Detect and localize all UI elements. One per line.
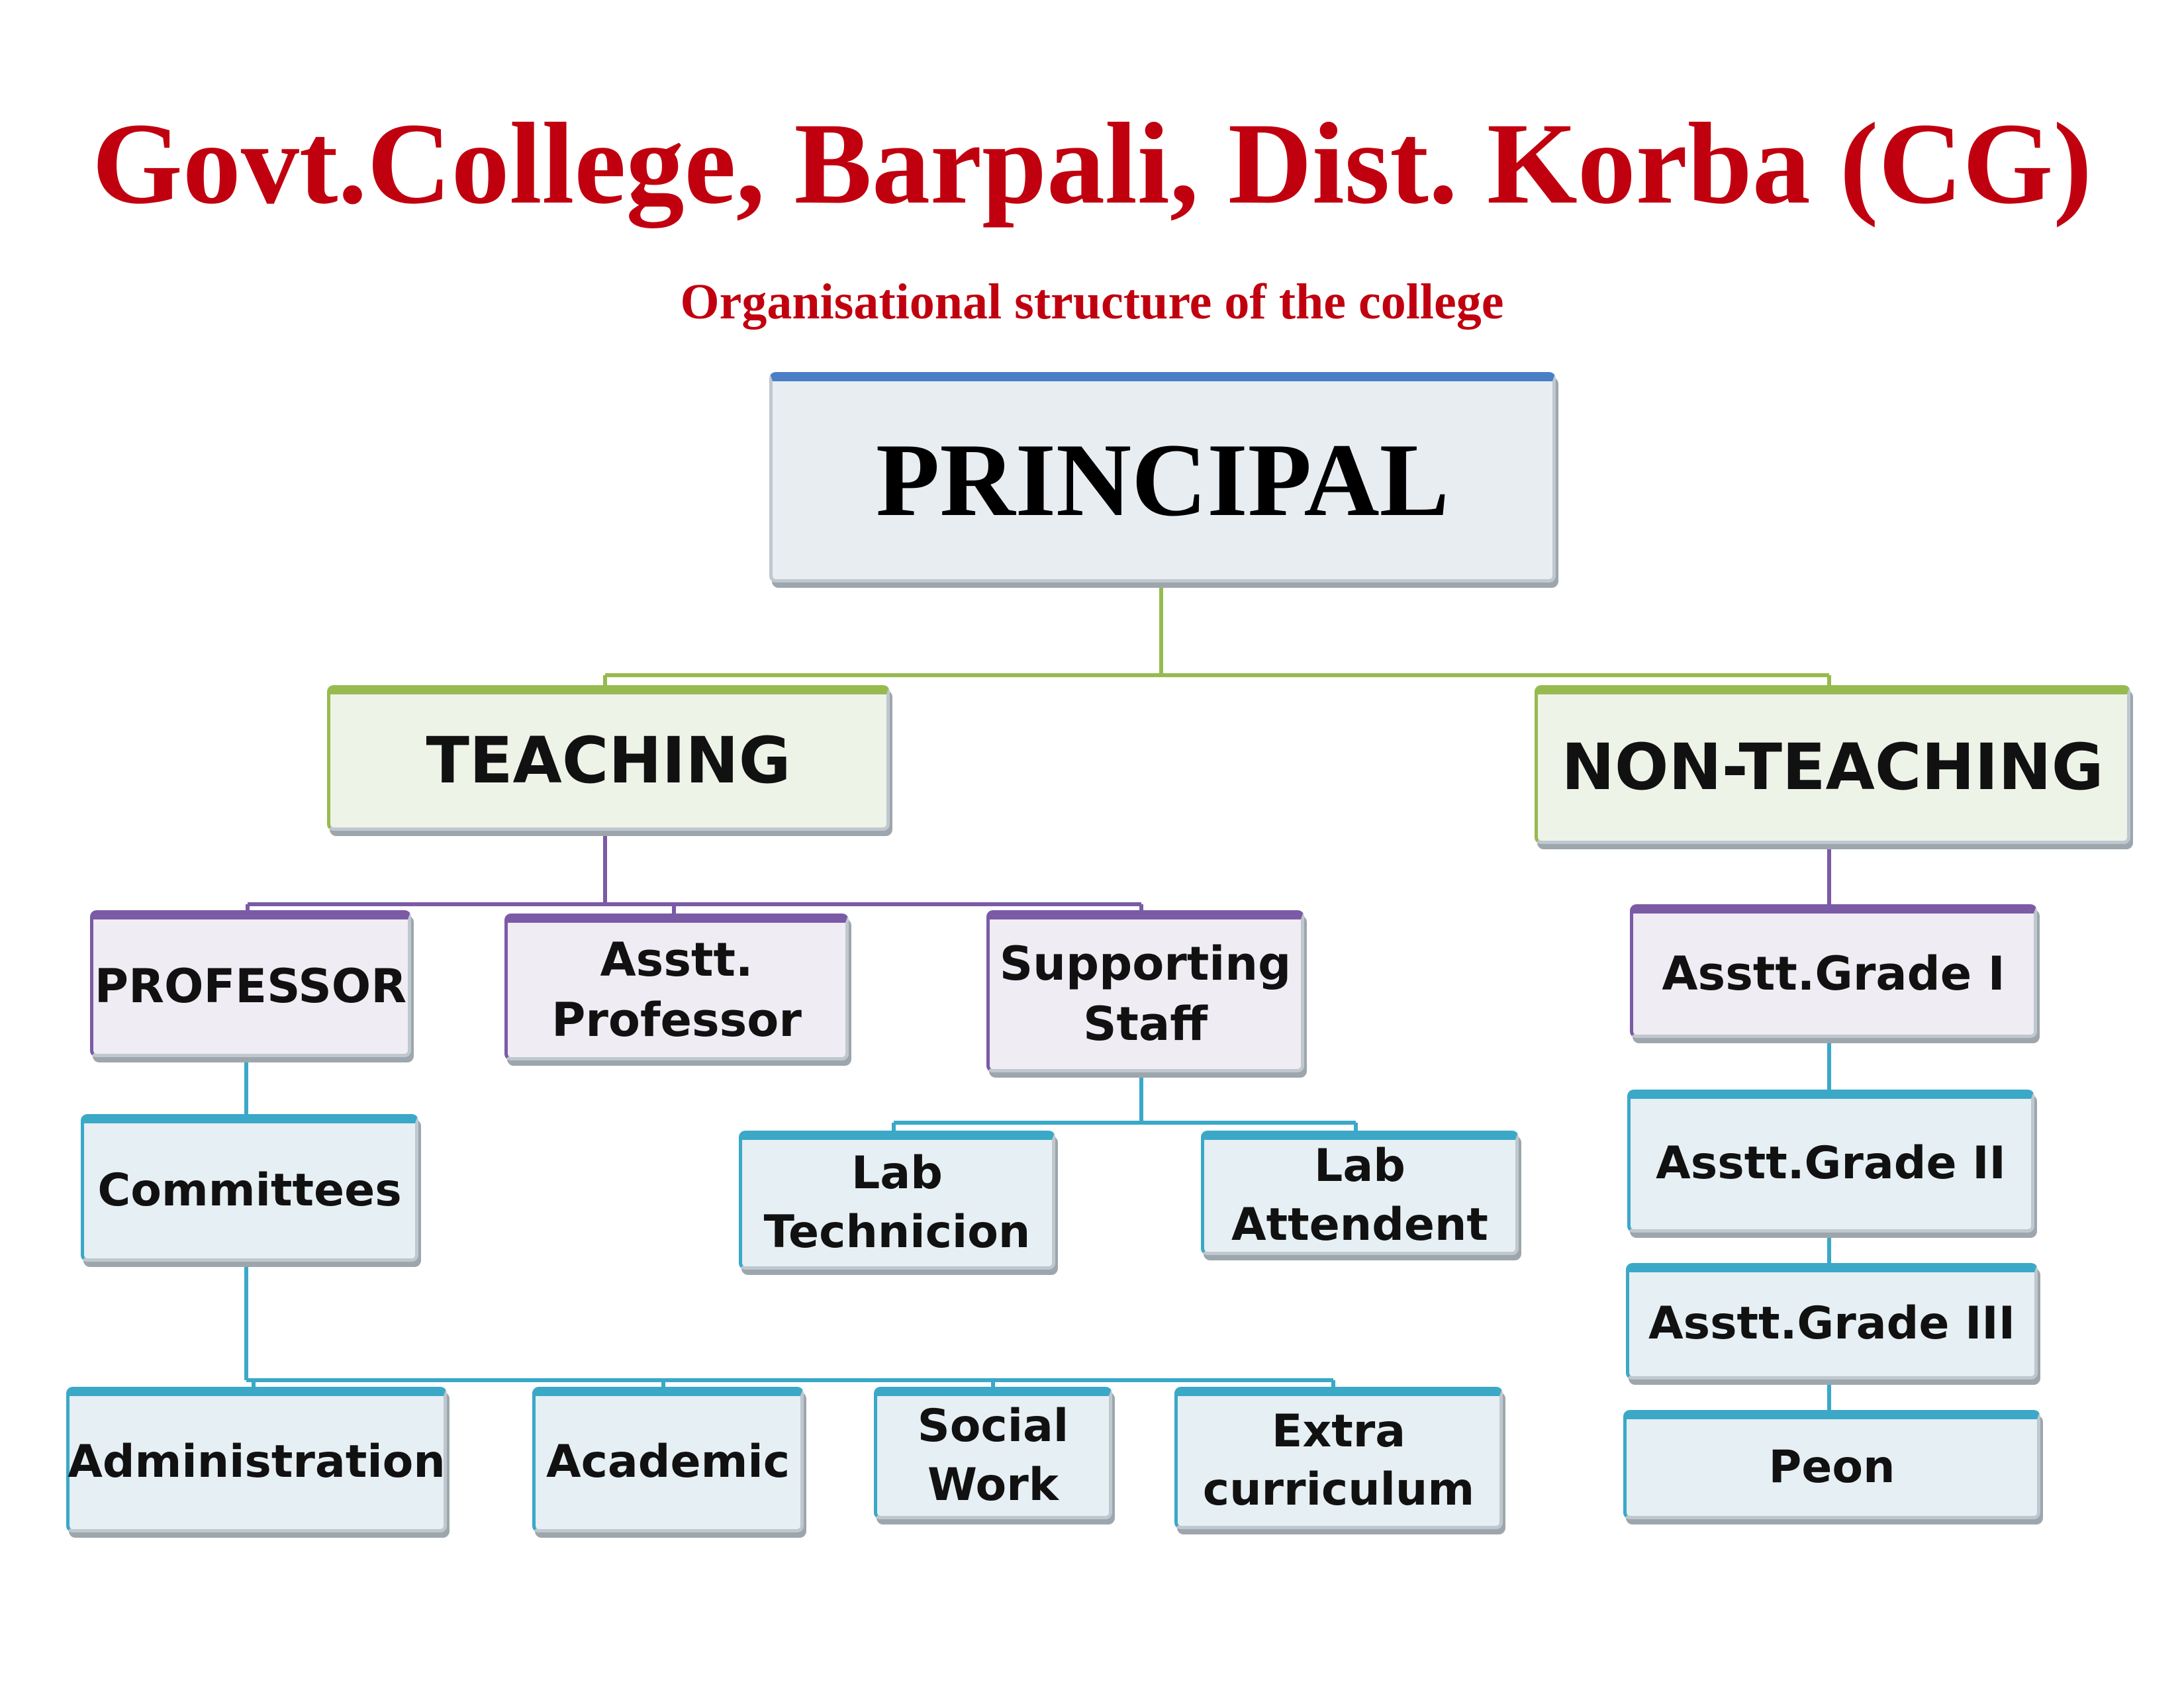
node-supporting-staff-line1: Supporting	[999, 937, 1292, 991]
node-peon-label: Peon	[1768, 1440, 1895, 1493]
node-academic-label: Academic	[546, 1436, 790, 1489]
node-professor-label: PROFESSOR	[94, 959, 407, 1013]
node-extra-curriculum	[1174, 1387, 1503, 1529]
node-lab-technicion	[739, 1131, 1055, 1270]
node-lab-attendent	[1201, 1131, 1519, 1255]
node-asstt-grade-1-label: Asstt.Grade I	[1662, 947, 2005, 1001]
node-non-teaching	[1535, 685, 2130, 844]
node-teaching	[327, 685, 890, 831]
node-lab-attendent-line2: Attendent	[1231, 1198, 1488, 1251]
node-supporting-staff-line2: Staff	[1083, 997, 1208, 1051]
node-supporting-staff	[986, 910, 1304, 1072]
node-lab-technicion-line2: Technicion	[763, 1205, 1031, 1258]
node-asstt-grade-3	[1626, 1263, 2038, 1380]
node-academic	[532, 1387, 804, 1532]
node-extra-curriculum-line2: curriculum	[1202, 1464, 1475, 1516]
node-administration-label: Administration	[68, 1436, 446, 1489]
node-social-work	[874, 1387, 1112, 1519]
node-principal-label: PRINCIPAL	[875, 422, 1450, 538]
node-asstt-professor-line1: Asstt.	[600, 932, 753, 987]
node-asstt-grade-1	[1630, 904, 2037, 1038]
node-social-work-line2: Work	[927, 1458, 1059, 1511]
node-asstt-grade-3-label: Asstt.Grade III	[1648, 1297, 2016, 1350]
page-title: Govt.College, Barpali, Dist. Korba (CG)	[91, 99, 2093, 228]
node-asstt-grade-2	[1627, 1090, 2034, 1233]
node-committees	[81, 1114, 418, 1262]
node-teaching-label: TEACHING	[426, 724, 791, 798]
node-extra-curriculum-line1: Extra	[1271, 1405, 1406, 1458]
node-committees-label: Committees	[97, 1164, 402, 1217]
node-administration	[66, 1387, 447, 1532]
node-lab-attendent-line1: Lab	[1314, 1140, 1405, 1193]
node-principal	[769, 372, 1556, 583]
node-asstt-professor	[504, 914, 849, 1060]
page-subtitle: Organisational structure of the college	[680, 274, 1504, 330]
node-asstt-professor-line2: Professor	[551, 992, 802, 1047]
node-lab-technicion-line1: Lab	[851, 1147, 943, 1200]
node-non-teaching-label: NON-TEACHING	[1561, 730, 2104, 805]
node-peon	[1623, 1410, 2040, 1519]
node-social-work-line1: Social	[917, 1400, 1069, 1453]
node-asstt-grade-2-label: Asstt.Grade II	[1656, 1137, 2006, 1190]
node-professor	[90, 910, 411, 1057]
